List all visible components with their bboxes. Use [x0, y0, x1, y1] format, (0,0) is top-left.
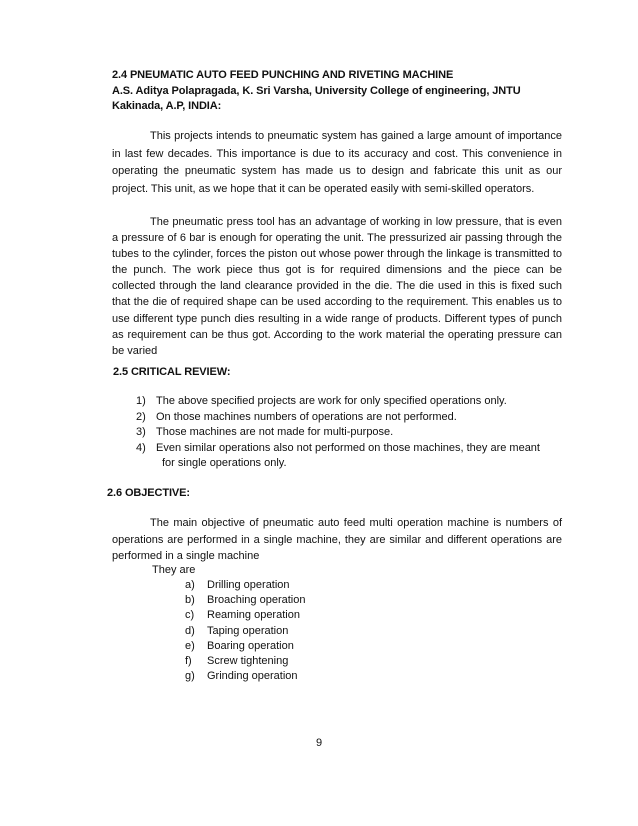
- list-text: Grinding operation: [207, 670, 298, 683]
- list-text-continuation: for single operations only.: [162, 457, 287, 469]
- list-item: [185, 624, 485, 639]
- list-text: The above specified projects are work for only specified operations only.: [156, 395, 507, 407]
- list-text: Those machines are not made for multi-purpose.: [156, 426, 394, 438]
- list-item: [185, 654, 485, 669]
- list-marker: c): [185, 609, 195, 622]
- list-marker: b): [185, 594, 195, 607]
- list-item: [185, 593, 485, 608]
- section-title: 2.4 PNEUMATIC AUTO FEED PUNCHING AND RIVETING MACHINE: [112, 69, 454, 81]
- list-text: Taping operation: [207, 624, 289, 637]
- list-text: Screw tightening: [207, 655, 289, 668]
- list-text: Drilling operation: [207, 579, 290, 591]
- list-marker: e): [185, 639, 195, 652]
- list-number: 4): [136, 441, 146, 454]
- list-item: [136, 425, 566, 441]
- list-text: Reaming operation: [207, 609, 300, 622]
- objective-lead: They are: [152, 564, 196, 576]
- intro-paragraph-1: This projects intends to pneumatic system has gained a large amount of importance in last few decades. This importance is due to its accuracy and cost. This convenience in operating the pneumatic system has made us to design and fabricate this unit as our project. This unit, as we hope that it can be operated easily with semi-skilled operators.: [112, 130, 562, 195]
- list-item: [136, 410, 566, 426]
- objective-paragraph: The main objective of pneumatic auto feed multi operation machine is numbers of operations are performed in a single machine, they are similar and different operations are performed in a single machine: [112, 517, 562, 562]
- list-marker: g): [185, 670, 195, 683]
- paper-header: [112, 68, 562, 115]
- list-marker: a): [185, 579, 195, 591]
- objective-heading: 2.6 OBJECTIVE:: [107, 487, 190, 499]
- list-item: [185, 639, 485, 654]
- list-item: [185, 669, 485, 684]
- list-item: [185, 608, 485, 623]
- list-text: Even similar operations also not performed on those machines, they are meant: [156, 441, 540, 454]
- location-line: Kakinada, A.P, INDIA:: [112, 100, 222, 112]
- list-item: [136, 394, 566, 410]
- page-number: 9: [315, 737, 323, 749]
- list-item: [136, 441, 566, 457]
- intro-section-2: [112, 214, 562, 359]
- list-text: Broaching operation: [207, 594, 306, 607]
- list-text: Boaring operation: [207, 639, 294, 652]
- operations-list: [185, 578, 485, 684]
- intro-section: [112, 128, 562, 198]
- list-number: 2): [136, 410, 146, 423]
- critical-review-heading: 2.5 CRITICAL REVIEW:: [113, 366, 231, 378]
- list-text: On those machines numbers of operations are not performed.: [156, 410, 457, 423]
- list-item-continuation: [136, 456, 566, 472]
- list-number: 1): [136, 395, 146, 407]
- list-marker: f): [185, 655, 192, 668]
- list-item: [185, 578, 485, 593]
- critical-review-list: [136, 394, 566, 472]
- intro-paragraph-2: The pneumatic press tool has an advantage of working in low pressure, that is even a pressure of 6 bar is enough for operating the unit. The pressurized air passing through the tubes to the cylinder, forces the piston out whose power through the linkage is transmitted to the punch. The work piece thus got is for required dimensions and the piece can be collected through the land clearance provided in the die. The die used in this is fixed such that the die of required shape can be used according to the requirement. This enables us to use different type punch dies resulting in a wide range of products. Different types of punch as requirement can be thus got. According to the work material the operating pressure can be varied: [112, 216, 562, 357]
- list-number: 3): [136, 426, 146, 438]
- objective-section: [112, 515, 562, 565]
- authors-line: A.S. Aditya Polapragada, K. Sri Varsha, University College of engineering, JNTU: [112, 84, 521, 97]
- list-marker: d): [185, 624, 195, 637]
